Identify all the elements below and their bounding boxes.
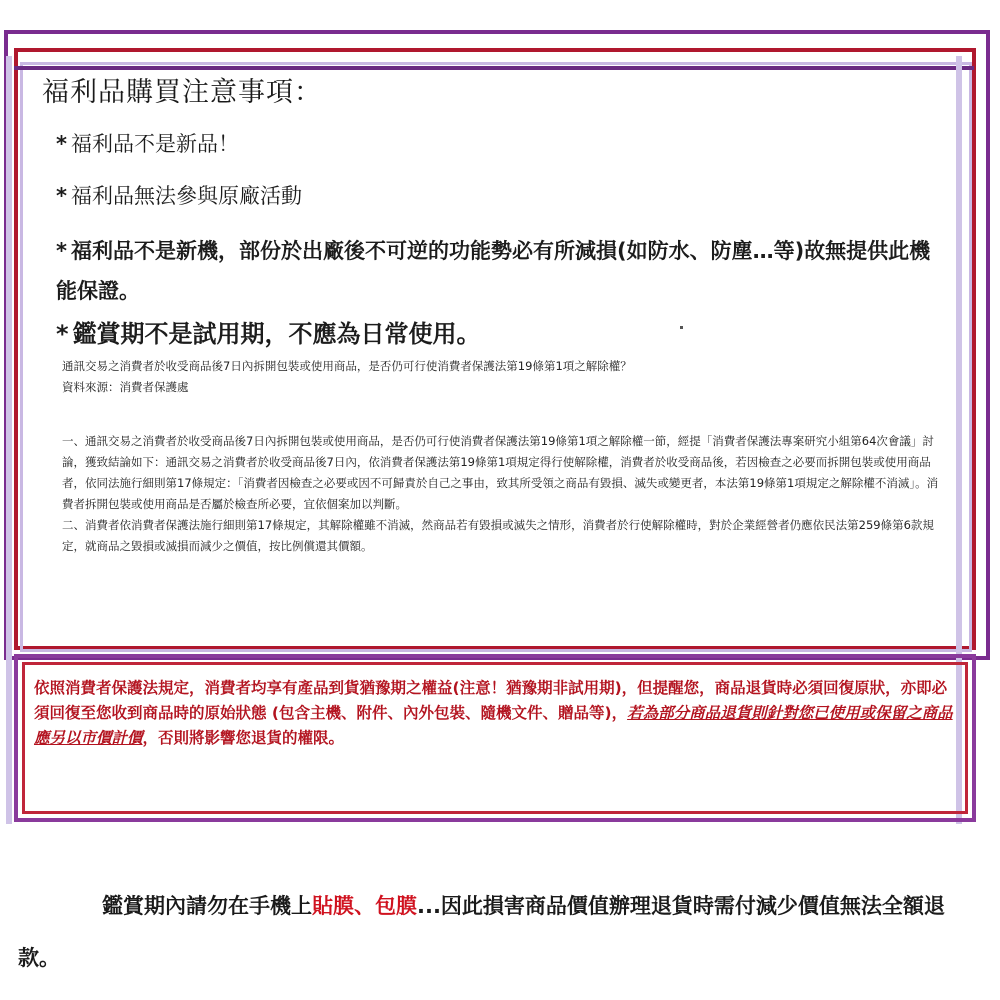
notice-item-text: 福利品不是新品！	[70, 132, 239, 156]
legal-paragraph-1: 一、通訊交易之消費者於收受商品後7日內拆開包裝或使用商品，是否仍可行使消費者保護法第19條第1項之解除權一節，經提「消費者保護法專案研究小組第64次會議」討論，獲致結論如下：通訊交易之消費者於收受商品後7日內，依消費者保護法第19條第1項規定得行使解除權，消費者於收受商品後，若因檢查之必要而拆開包裝或使用商品者，依同法施行細則第17條規定：「消費者因檢查之必要或因不可歸責於自己之事由，致其所受領之商品有毀損、滅失或變更者，本法第19條第1項規定之解除權不消滅」。消費者拆開包裝或使用商品是否屬於檢查所必要，宜依個案加以判斷。	[62, 434, 939, 511]
asterisk-bullet: *	[56, 184, 67, 208]
notice-item	[56, 128, 239, 158]
legal-paragraph-2: 二、消費者依消費者保護法施行細則第17條規定，其解除權雖不消滅，然商品若有毀損或滅失之情形，消費者於行使解除權時，對於企業經營者仍應依民法第259條第6款規定，就商品之毀損或滅損而減少之價值，按比例償還其價額。	[62, 518, 934, 553]
lavender-bar-right	[956, 56, 962, 824]
notice-item	[56, 314, 481, 349]
return-policy-text-end: ，否則將影響您退貨的權限。	[142, 729, 345, 747]
stray-dot	[680, 326, 683, 329]
asterisk-bullet: *	[56, 132, 67, 156]
legal-question-text: 通訊交易之消費者於收受商品後7日內拆開包裝或使用商品，是否仍可行使消費者保護法第19條第1項之解除權？	[62, 359, 632, 373]
notice-item-text: 福利品不是新機，部份於出廠後不可逆的功能勢必有所減損(如防水、防塵…等)故無提供此機能保證。	[56, 239, 931, 303]
legal-question	[62, 356, 942, 398]
return-policy-emphasis: 若為部分商品退貨則針對您已使用或保留之商品應另以市價計價	[34, 704, 953, 747]
film-warning-highlight: 包膜	[375, 894, 417, 918]
legal-source: 資料來源：消費者保護處	[62, 380, 189, 394]
film-warning	[18, 880, 978, 984]
film-warning-separator: 、	[354, 894, 375, 918]
film-warning-highlight: 貼膜	[312, 894, 354, 918]
notice-item	[56, 231, 936, 311]
lavender-bar-left	[6, 56, 12, 824]
legal-explanation	[62, 431, 944, 557]
film-warning-text: 鑑賞期內請勿在手機上	[102, 894, 312, 918]
film-warning-text-end: ...因此損害商品價值辦理退貨時需付減少價值無法全額退款。	[18, 894, 945, 970]
notice-item	[56, 180, 302, 210]
notice-item-text: 福利品無法參與原廠活動	[70, 184, 302, 208]
page-title: 福利品購買注意事項：	[42, 77, 322, 108]
asterisk-bullet: *	[56, 320, 69, 348]
asterisk-bullet: *	[56, 239, 67, 263]
notice-item-text: 鑑賞期不是試用期，不應為日常使用。	[72, 320, 481, 348]
return-policy-notice	[34, 676, 954, 751]
return-policy-text: 依照消費者保護法規定，消費者均享有產品到貨猶豫期之權益(注意！猶豫期非試用期)，但提醒您，商品退貨時必須回復原狀，亦即必須回復至您收到商品時的原始狀態 (包含主機、附件、內外包裝、隨機文件、贈品等)，	[34, 679, 948, 722]
